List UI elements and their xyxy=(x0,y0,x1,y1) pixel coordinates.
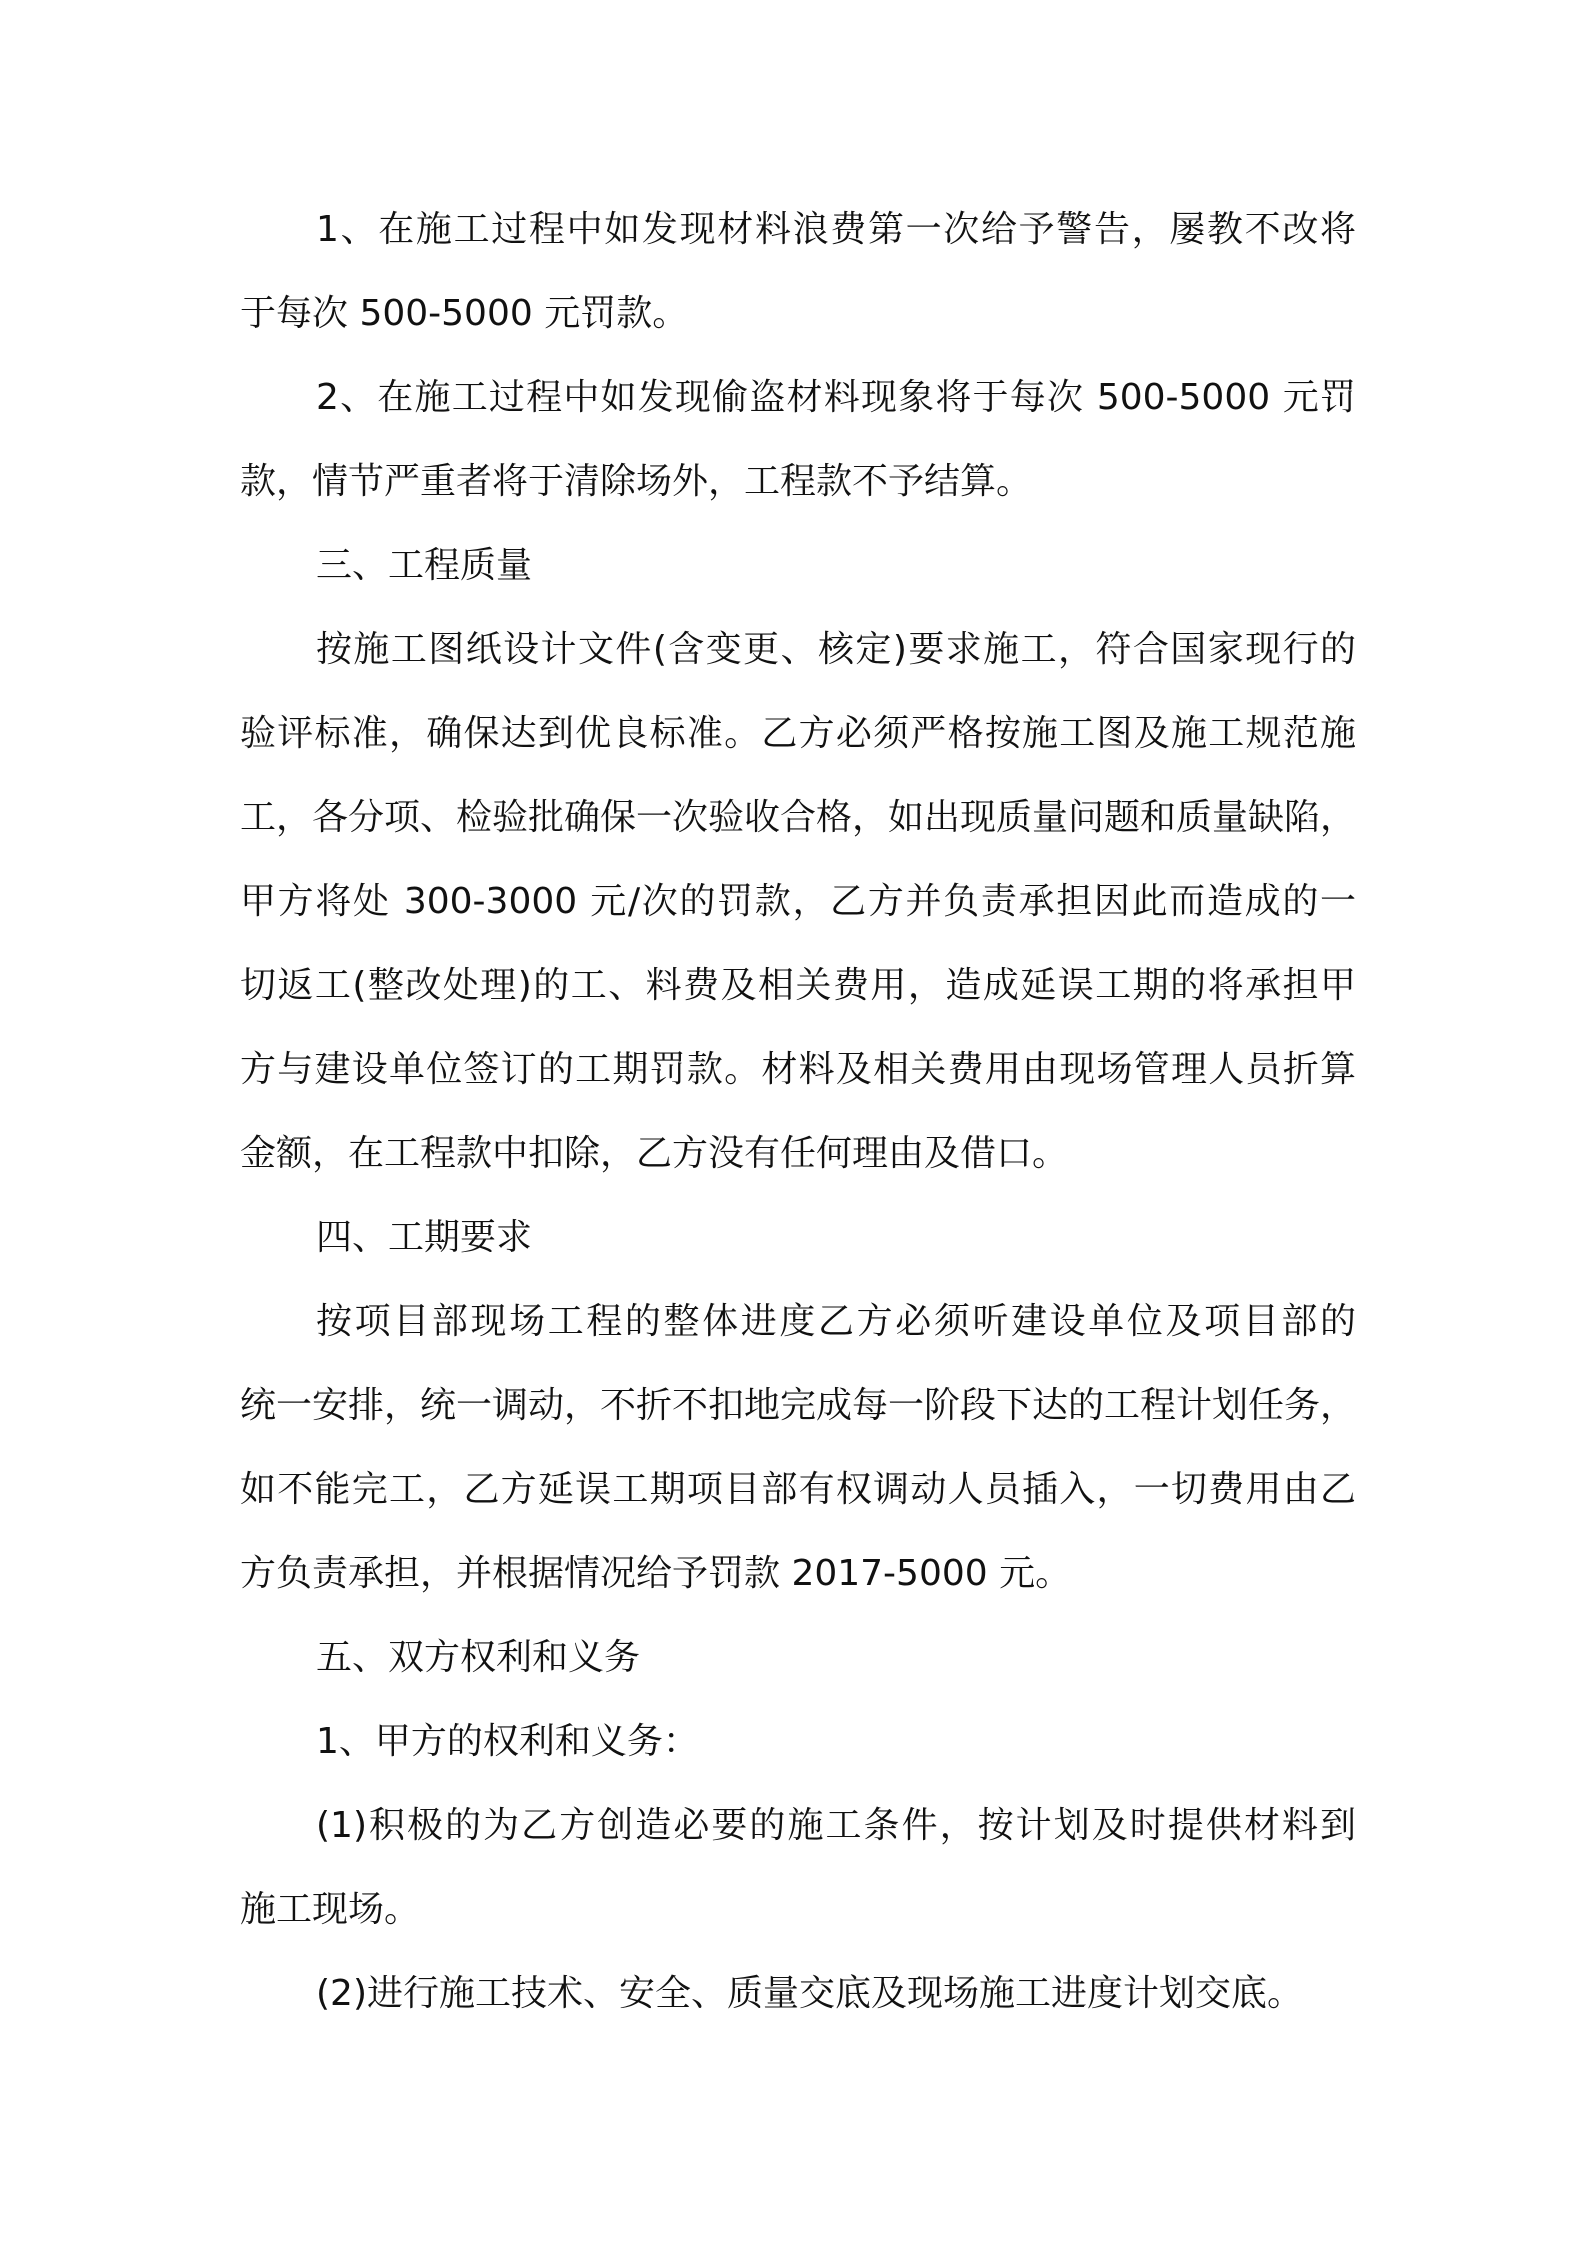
quality-para-line-4: 甲方将处 300-3000 元/次的罚款，乙方并负责承担因此而造成的一 xyxy=(240,881,1356,922)
schedule-para-line-4: 方负责承担，并根据情况给予罚款 2017-5000 元。 xyxy=(240,1553,1072,1594)
quality-para-line-5: 切返工(整改处理)的工、料费及相关费用，造成延误工期的将承担甲 xyxy=(240,965,1356,1006)
rights-sub-heading: 1、甲方的权利和义务： xyxy=(316,1721,699,1762)
schedule-para-line-2: 统一安排，统一调动，不折不扣地完成每一阶段下达的工程计划任务， xyxy=(240,1385,1357,1426)
section-rights-heading: 五、双方权利和义务 xyxy=(316,1637,641,1678)
schedule-para-line-3: 如不能完工，乙方延误工期项目部有权调动人员插入，一切费用由乙 xyxy=(240,1469,1356,1510)
quality-para-line-6: 方与建设单位签订的工期罚款。材料及相关费用由现场管理人员折算 xyxy=(240,1049,1356,1090)
penalty-item-2-line-1: 2、在施工过程中如发现偷盗材料现象将于每次 500-5000 元罚 xyxy=(316,377,1356,418)
quality-para-line-3: 工，各分项、检验批确保一次验收合格，如出现质量问题和质量缺陷， xyxy=(240,797,1357,838)
penalty-item-1-line-1: 1、在施工过程中如发现材料浪费第一次给予警告，屡教不改将 xyxy=(316,209,1356,250)
rights-item-1-line-1: (1)积极的为乙方创造必要的施工条件，按计划及时提供材料到 xyxy=(316,1805,1356,1846)
rights-item-2-line-1: (2)进行施工技术、安全、质量交底及现场施工进度计划交底。 xyxy=(316,1973,1303,2014)
quality-para-line-7: 金额，在工程款中扣除，乙方没有任何理由及借口。 xyxy=(240,1133,1069,1174)
penalty-item-2-line-2: 款，情节严重者将于清除场外，工程款不予结算。 xyxy=(240,461,1033,502)
quality-para-line-2: 验评标准，确保达到优良标准。乙方必须严格按施工图及施工规范施 xyxy=(240,713,1356,754)
section-quality-heading: 三、工程质量 xyxy=(316,545,533,586)
quality-para-line-1: 按施工图纸设计文件(含变更、核定)要求施工，符合国家现行的 xyxy=(316,629,1356,670)
penalty-item-1-line-2: 于每次 500-5000 元罚款。 xyxy=(240,293,689,334)
rights-item-1-line-2: 施工现场。 xyxy=(240,1889,421,1930)
section-schedule-heading: 四、工期要求 xyxy=(316,1217,533,1258)
schedule-para-line-1: 按项目部现场工程的整体进度乙方必须听建设单位及项目部的 xyxy=(316,1301,1356,1342)
